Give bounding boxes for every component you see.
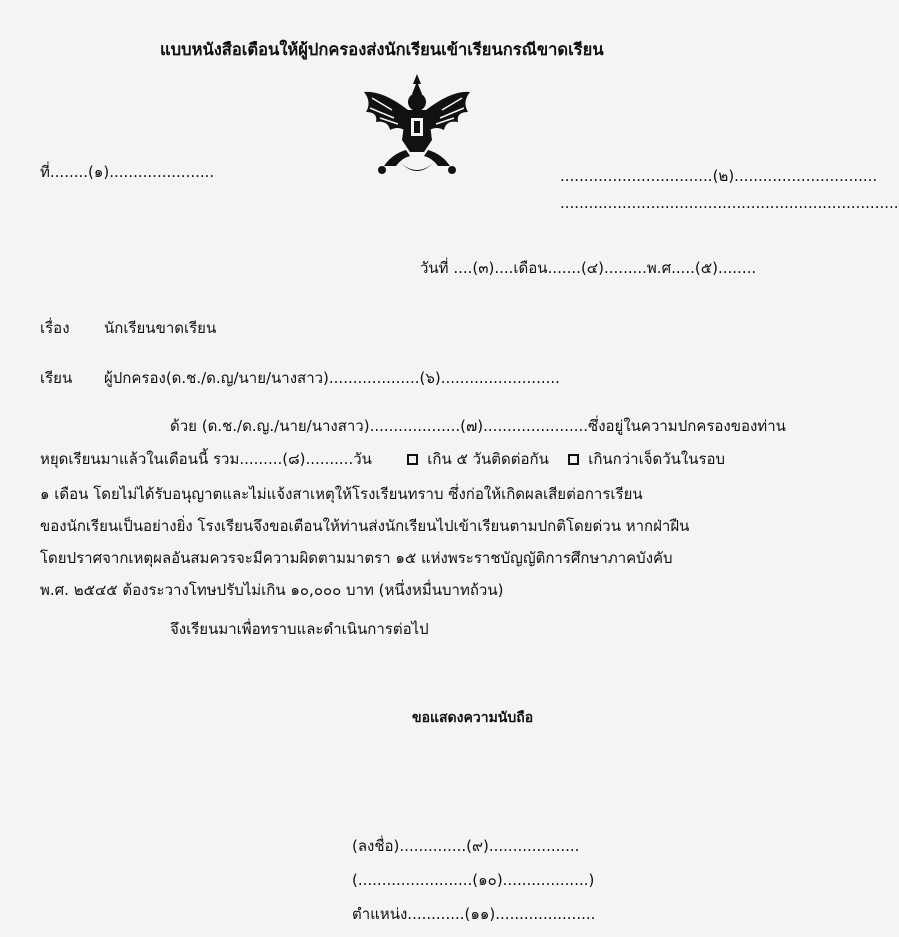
subject-text: นักเรียนขาดเรียน (104, 319, 217, 337)
body-line-5: โดยปราศจากเหตุผลอันสมควรจะมีความผิดตามมาตรา ๑๕ แห่งพระราชบัญญัติการศึกษาภาคบังคับ (40, 549, 673, 567)
reference-number-field: ที่........(๑)...................... (40, 163, 215, 181)
recipient-label: เรียน (40, 369, 73, 387)
option-checkbox-2[interactable] (568, 454, 579, 465)
signature-line: (ลงชื่อ)..............(๙)................... (352, 837, 580, 855)
garuda-emblem (352, 70, 482, 180)
recipient-text: ผู้ปกครอง(ด.ช./ด.ญ/นาย/นางสาว)...................(๖)......................... (104, 369, 560, 387)
absence-days-text: หยุดเรียนมาแล้วในเดือนนี้ รวม.........(๘)..........วัน (40, 450, 372, 468)
body-line-2 (40, 447, 725, 471)
option-checkbox-1[interactable] (407, 454, 418, 465)
body-line-6: พ.ศ. ๒๕๔๕ ต้องระวางโทษปรับไม่เกิน ๑๐,๐๐๐ บาท (หนึ่งหมื่นบาทถ้วน) (40, 581, 504, 599)
body-line-3: ๑ เดือน โดยไม่ได้รับอนุญาตและไม่แจ้งสาเหตุให้โรงเรียนทราบ ซึ่งก่อให้เกิดผลเสียต่อการเรียน (40, 485, 643, 503)
address-line-1: ................................(๒).............................. (560, 167, 878, 185)
address-line-2: ....................................................................... (560, 194, 899, 212)
date-line: วันที่ ....(๓)....เดือน.......(๔).........พ.ศ.....(๕)........ (420, 259, 757, 277)
position-line: ตำแหน่ง............(๑๑)..................... (352, 905, 596, 923)
option-label-2: เกินกว่าเจ็ดวันในรอบ (588, 450, 726, 468)
body-line-1: ด้วย (ด.ช./ด.ญ./นาย/นางสาว)...................(๗)......................ซึ่งอยู่ในความปกครองของท่าน (170, 417, 786, 435)
subject-label: เรื่อง (40, 319, 70, 337)
document-title: แบบหนังสือเตือนให้ผู้ปกครองส่งนักเรียนเข้าเรียนกรณีขาดเรียน (160, 40, 604, 59)
option-label-1: เกิน ๕ วันติดต่อกัน (427, 450, 549, 468)
regards: ขอแสดงความนับถือ (412, 710, 534, 726)
body-line-4: ของนักเรียนเป็นอย่างยิ่ง โรงเรียนจึงขอเตือนให้ท่านส่งนักเรียนไปเข้าเรียนตามปกติโดยด่วน หากฝ่าฝืน (40, 517, 690, 535)
closing-statement: จึงเรียนมาเพื่อทราบและดำเนินการต่อไป (170, 620, 429, 638)
signature-name-line: (........................(๑๐)..................) (352, 871, 595, 889)
